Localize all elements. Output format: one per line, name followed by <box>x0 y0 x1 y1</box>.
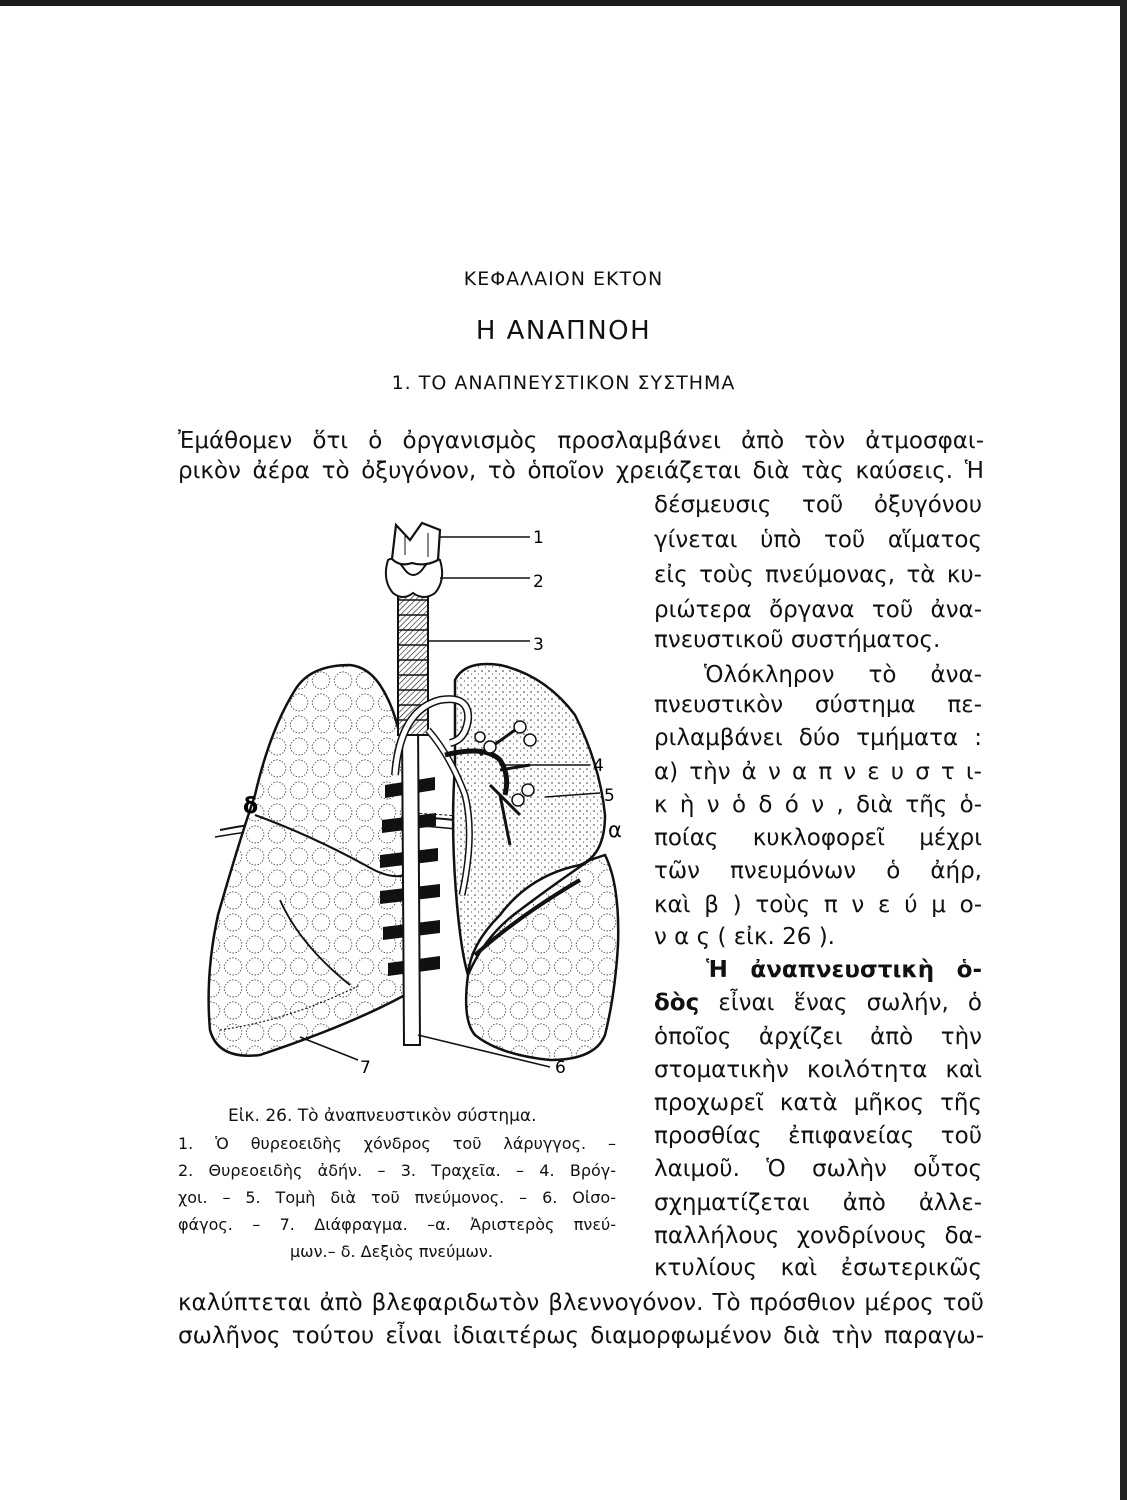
body-line: καλύπτεται ἀπὸ βλεφαριδωτὸν βλεννογόνον. Τὸ πρόσθιον μέρος τοῦ <box>178 1290 984 1316</box>
column-line: προσθίας ἐπιφανείας τοῦ <box>654 1123 982 1149</box>
column-line: ριλαμβάνει δύο τμήματα : <box>654 725 982 751</box>
column-line <box>654 988 982 1018</box>
figure-caption-line: φάγος. – 7. Διάφραγμα. –α. Ἀριστερὸς πνεύ- <box>178 1215 616 1234</box>
respiratory-system-figure <box>200 515 620 1085</box>
column-line: προχωρεῖ κατὰ μῆκος τῆς <box>654 1090 982 1116</box>
esophagus <box>402 720 420 1045</box>
figure-label-6: 6 <box>555 1058 566 1078</box>
figure-caption-line: μων.– δ. Δεξιὸς πνεύμων. <box>290 1242 493 1261</box>
left-lung <box>453 664 618 1060</box>
column-line: πνευστικοῦ συστήματος. <box>654 627 941 653</box>
column-line: παλλήλους χονδρίνους δα- <box>654 1223 982 1249</box>
column-line: λαιμοῦ. Ὁ σωλὴν οὗτος <box>654 1156 982 1182</box>
figure-caption-line: 1. Ὁ θυρεοειδὴς χόνδρος τοῦ λάρυγγος. – <box>178 1134 616 1153</box>
column-line: στοματικὴν κοιλότητα καὶ <box>654 1057 982 1083</box>
figure-caption-title: Εἰκ. 26. Τὸ ἀναπνευστικὸν σύστημα. <box>228 1106 537 1126</box>
intro-line: ρικὸν ἀέρα τὸ ὀξυγόνον, τὸ ὁποῖον χρειάζεται διὰ τὰς καύσεις. Ἡ <box>178 458 984 484</box>
figure-label-2: 2 <box>533 572 544 592</box>
figure-label-4: 4 <box>593 756 604 776</box>
section-title: 1. ΤΟ ΑΝΑΠΝΕΥΣΤΙΚΟΝ ΣΥΣΤΗΜΑ <box>391 372 736 394</box>
column-line: εἰς τοὺς πνεύμονας, τὰ κυ- <box>654 562 982 588</box>
column-line: ποίας κυκλοφορεῖ μέχρι <box>654 825 982 851</box>
column-line: κ ὴ ν ὁ δ ό ν , διὰ τῆς ὁ- <box>654 792 982 818</box>
column-line-text: εἶναι ἕνας σωλήν, ὁ <box>699 990 982 1016</box>
column-line: καὶ β ) τοὺς π ν ε ύ μ ο- <box>654 892 982 918</box>
thyroid-cartilage <box>392 523 440 564</box>
chapter-heading: ΚΕΦΑΛΑΙΟΝ ΕΚΤΟΝ <box>463 268 664 290</box>
column-line: δέσμευσις τοῦ ὀξυγόνου <box>654 492 982 518</box>
column-line: ριώτερα ὄργανα τοῦ ἀνα- <box>654 597 982 623</box>
figure-caption-line: 2. Θυρεοειδὴς ἀδήν. – 3. Τραχεῖα. – 4. Βρόγ- <box>178 1161 616 1180</box>
intro-line: Ἐμάθομεν ὅτι ὁ ὀργανισμὸς προσλαμβάνει ἀπὸ τὸν ἀτμοσφαι- <box>178 428 984 454</box>
bold-heading: Ἡ ἀναπνευστικὴ ὁ- <box>706 957 982 983</box>
figure-label-1: 1 <box>533 528 544 548</box>
column-line: Ὁλόκληρον τὸ ἀνα- <box>704 662 982 688</box>
column-line: α) τὴν ἀ ν α π ν ε υ σ τ ι- <box>654 759 982 785</box>
body-line: σωλῆνος τούτου εἶναι ἰδιαιτέρως διαμορφωμένον διὰ τὴν παραγω- <box>178 1323 984 1349</box>
chapter-title: Η ΑΝΑΠΝΟΗ <box>475 316 652 346</box>
column-line: πνευστικὸν σύστημα πε- <box>654 692 982 718</box>
column-line: γίνεται ὑπὸ τοῦ αἵματος <box>654 527 982 553</box>
figure-label-delta: δ <box>243 794 259 819</box>
column-line: ν α ς ( εἰκ. 26 ). <box>654 924 835 950</box>
right-lung <box>209 665 405 1056</box>
column-line: κτυλίους καὶ ἐσωτερικῶς <box>654 1255 982 1281</box>
page-edge <box>0 0 1127 6</box>
column-line: ὁποῖος ἀρχίζει ἀπὸ τὴν <box>654 1024 982 1050</box>
page-edge-right <box>1120 0 1127 1500</box>
figure-label-7: 7 <box>360 1058 371 1078</box>
figure-label-3: 3 <box>533 635 544 655</box>
bold-heading: δὸς <box>654 990 700 1016</box>
column-line: τῶν πνευμόνων ὁ ἀήρ, <box>654 858 982 884</box>
column-line: σχηματίζεται ἀπὸ ἀλλε- <box>654 1190 982 1216</box>
figure-label-5: 5 <box>604 786 615 806</box>
figure-label-alpha: α <box>608 818 622 842</box>
figure-caption-line: χοι. – 5. Τομὴ διὰ τοῦ πνεύμονος. – 6. Οἰσο- <box>178 1188 616 1207</box>
